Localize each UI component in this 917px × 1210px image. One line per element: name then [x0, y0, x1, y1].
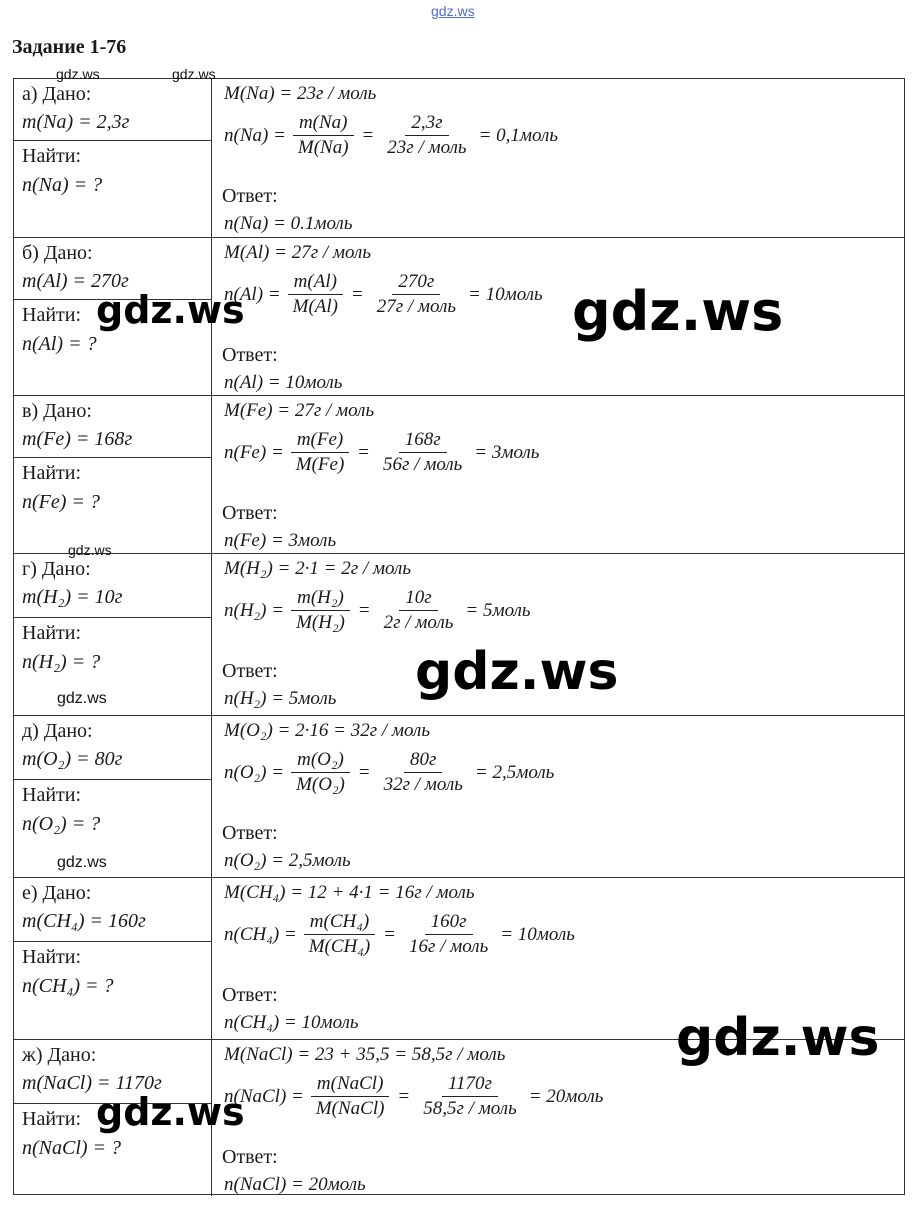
fraction-denominator: 32г / моль	[383, 774, 463, 795]
solution-column	[212, 79, 904, 237]
watermark-large: gdz.ws	[676, 1008, 880, 1068]
watermark-large: gdz.ws	[96, 1090, 245, 1134]
molar-mass-line: M(H₂) = 2·1 = 2г / моль	[224, 558, 411, 579]
given-value: m(CH₄) = 160г	[22, 910, 146, 932]
find-value: n(O₂) = ?	[22, 813, 101, 835]
calc-lhs: n(NaCl) =	[224, 1085, 304, 1107]
calculation-line	[224, 1073, 603, 1120]
fraction-denominator: 56г / моль	[383, 454, 463, 475]
given-find-column	[14, 716, 212, 877]
fraction-numerator: m(H₂)	[291, 587, 350, 611]
calculation-line	[224, 749, 554, 796]
fraction-formula	[290, 587, 351, 634]
given-value: m(Fe) = 168г	[22, 428, 133, 450]
fraction-numerator: 10г	[399, 587, 437, 611]
given-label: ж) Дано:	[22, 1044, 97, 1066]
given-find-column	[14, 554, 212, 715]
find-value: n(NaCl) = ?	[22, 1137, 122, 1159]
calc-result: = 0,1моль	[478, 124, 558, 146]
fraction-numerator: 168г	[399, 429, 447, 453]
answer-label: Ответ:	[222, 502, 278, 524]
molar-mass-line: M(Fe) = 27г / моль	[224, 400, 375, 421]
fraction-denominator: 27г / моль	[376, 296, 456, 317]
fraction-formula	[287, 271, 344, 318]
given-cell	[14, 716, 211, 780]
answer-label: Ответ:	[222, 185, 278, 207]
fraction-denominator: 16г / моль	[408, 936, 489, 957]
fraction-values	[378, 587, 460, 634]
fraction-values	[381, 112, 472, 159]
given-label: в) Дано:	[22, 400, 92, 422]
watermark-large: gdz.ws	[96, 288, 245, 332]
fraction-values	[377, 429, 468, 476]
find-label: Найти:	[22, 462, 82, 484]
fraction-denominator: 2г / моль	[383, 612, 454, 633]
watermark-small: gdz.ws	[56, 66, 100, 82]
fraction-numerator: m(Fe)	[291, 429, 349, 453]
given-value: m(H₂) = 10г	[22, 586, 123, 608]
molar-mass-line: M(CH₄) = 12 + 4·1 = 16г / моль	[224, 882, 475, 903]
answer-value: n(Fe) = 3моль	[224, 530, 337, 551]
watermark-large: gdz.ws	[415, 642, 619, 702]
fraction-values	[403, 911, 494, 958]
fraction-numerator: m(Al)	[288, 271, 343, 295]
calc-lhs: n(O₂) =	[224, 761, 285, 783]
find-label: Найти:	[22, 1108, 82, 1130]
fraction-values	[378, 749, 469, 796]
fraction-denominator: 23г / моль	[387, 137, 467, 158]
watermark-small: gdz.ws	[172, 66, 216, 82]
fraction-numerator: 160г	[425, 911, 473, 935]
watermark-small: gdz.ws	[57, 690, 107, 707]
watermark-small: gdz.ws	[68, 542, 112, 558]
fraction-denominator: 58,5г / моль	[423, 1098, 517, 1119]
fraction-denominator: M(Al)	[292, 296, 338, 317]
given-find-column	[14, 79, 212, 237]
find-value: n(H₂) = ?	[22, 651, 101, 673]
calc-result: = 2,5моль	[474, 761, 555, 783]
find-label: Найти:	[22, 304, 82, 326]
equals-sign: =	[358, 441, 370, 463]
fraction-values	[417, 1073, 523, 1120]
answer-value: n(O₂) = 2,5моль	[224, 850, 351, 871]
given-label: д) Дано:	[22, 720, 93, 742]
solution-column	[212, 396, 904, 553]
answer-value: n(Na) = 0.1моль	[224, 213, 353, 234]
equals-sign: =	[384, 923, 395, 945]
calculation-line	[224, 911, 575, 958]
calc-lhs: n(CH₄) =	[224, 923, 297, 945]
calculation-line	[224, 271, 543, 318]
given-cell	[14, 878, 211, 942]
equals-sign: =	[352, 283, 363, 305]
find-value: n(CH₄) = ?	[22, 975, 114, 997]
calc-result: = 5моль	[465, 599, 531, 621]
watermark-large: gdz.ws	[572, 280, 784, 343]
given-label: г) Дано:	[22, 558, 91, 580]
calculation-line	[224, 587, 531, 634]
fraction-denominator: M(H₂)	[296, 612, 345, 633]
fraction-denominator: M(O₂)	[296, 774, 345, 795]
given-value: m(O₂) = 80г	[22, 748, 123, 770]
given-find-column	[14, 878, 212, 1039]
problem-row	[14, 395, 904, 553]
equals-sign: =	[358, 761, 370, 783]
solution-column	[212, 716, 904, 877]
top-watermark-link[interactable]: gdz.ws	[431, 3, 475, 19]
given-value: m(Na) = 2,3г	[22, 111, 130, 133]
calculation-line	[224, 112, 558, 159]
find-value: n(Al) = ?	[22, 333, 97, 355]
calc-lhs: n(Al) =	[224, 283, 281, 305]
fraction-formula	[290, 429, 351, 476]
given-value: m(NaCl) = 1170г	[22, 1072, 162, 1094]
answer-value: n(Al) = 10моль	[224, 372, 343, 393]
fraction-numerator: 80г	[404, 749, 442, 773]
given-label: б) Дано:	[22, 242, 93, 264]
given-label: а) Дано:	[22, 83, 92, 105]
answer-value: n(NaCl) = 20моль	[224, 1174, 366, 1195]
fraction-formula	[310, 1073, 391, 1120]
calc-result: = 3моль	[474, 441, 540, 463]
equals-sign: =	[362, 124, 374, 146]
answer-label: Ответ:	[222, 660, 278, 682]
fraction-numerator: m(CH₄)	[304, 911, 375, 935]
equals-sign: =	[358, 599, 370, 621]
fraction-formula	[303, 911, 376, 958]
problem-row	[14, 715, 904, 877]
fraction-denominator: M(CH₄)	[308, 936, 371, 957]
fraction-denominator: M(Na)	[297, 137, 349, 158]
calculation-line	[224, 429, 539, 476]
given-cell	[14, 396, 211, 458]
molar-mass-line: M(NaCl) = 23 + 35,5 = 58,5г / моль	[224, 1044, 506, 1065]
watermark-small: gdz.ws	[57, 854, 107, 871]
solution-column	[212, 238, 904, 395]
fraction-numerator: m(Na)	[293, 112, 354, 136]
find-label: Найти:	[22, 784, 82, 806]
fraction-denominator: M(NaCl)	[315, 1098, 385, 1119]
fraction-formula	[292, 112, 355, 159]
fraction-numerator: 2,3г	[405, 112, 448, 136]
page-title: Задание 1-76	[12, 36, 127, 58]
fraction-numerator: 270г	[392, 271, 440, 295]
fraction-numerator: m(NaCl)	[311, 1073, 390, 1097]
calc-lhs: n(Fe) =	[224, 441, 284, 463]
fraction-values	[371, 271, 462, 318]
given-label: е) Дано:	[22, 882, 92, 904]
answer-label: Ответ:	[222, 344, 278, 366]
find-value: n(Fe) = ?	[22, 491, 100, 513]
find-value: n(Na) = ?	[22, 174, 103, 196]
answer-label: Ответ:	[222, 822, 278, 844]
fraction-numerator: 1170г	[442, 1073, 498, 1097]
find-label: Найти:	[22, 622, 82, 644]
answer-value: n(H₂) = 5моль	[224, 688, 337, 709]
molar-mass-line: M(Al) = 27г / моль	[224, 242, 371, 263]
answer-value: n(CH₄) = 10моль	[224, 1012, 359, 1033]
calc-lhs: n(H₂) =	[224, 599, 285, 621]
fraction-numerator: m(O₂)	[291, 749, 350, 773]
calc-result: = 20моль	[528, 1085, 604, 1107]
given-find-column	[14, 396, 212, 553]
given-cell	[14, 554, 211, 618]
fraction-formula	[290, 749, 351, 796]
fraction-denominator: M(Fe)	[295, 454, 345, 475]
calc-lhs: n(Na) =	[224, 124, 286, 146]
given-cell	[14, 79, 211, 141]
molar-mass-line: M(O₂) = 2·16 = 32г / моль	[224, 720, 430, 741]
find-label: Найти:	[22, 145, 82, 167]
given-value: m(Al) = 270г	[22, 270, 129, 292]
answer-label: Ответ:	[222, 1146, 278, 1168]
calc-result: = 10моль	[468, 283, 543, 305]
answer-label: Ответ:	[222, 984, 278, 1006]
calc-result: = 10моль	[500, 923, 575, 945]
molar-mass-line: M(Na) = 23г / моль	[224, 83, 377, 104]
find-label: Найти:	[22, 946, 82, 968]
equals-sign: =	[398, 1085, 410, 1107]
problem-row	[14, 79, 904, 237]
